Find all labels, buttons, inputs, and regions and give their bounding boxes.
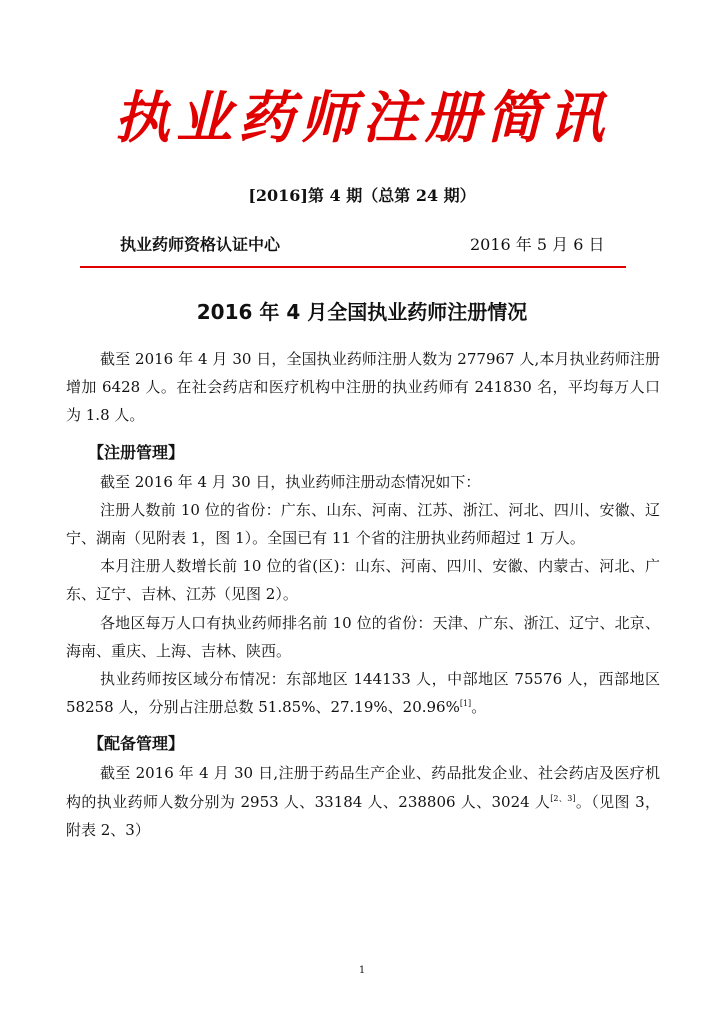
paragraph: 本月注册人数增长前 10 位的省(区)：山东、河南、四川、安徽、内蒙古、河北、广东、辽宁、吉林、江苏（见图 2）。 xyxy=(66,557,660,604)
intro-paragraph: 截至 2016 年 4 月 30 日，全国执业药师注册人数为 277967 人,本月执业药师注册增加 6428 人。在社会药店和医疗机构中注册的执业药师有 241830 名，平均每万人口为 1.8 人。 xyxy=(66,350,660,425)
paragraph-text: 执业药师按区域分布情况：东部地区 144133 人，中部地区 75576 人，西部地区 58258 人，分别占注册总数 51.85%、27.19%、20.96% xyxy=(66,670,660,717)
paragraph: 注册人数前 10 位的省份：广东、山东、河南、江苏、浙江、河北、四川、安徽、辽宁、湖南（见附表 1，图 1）。全国已有 11 个省的注册执业药师超过 1 万人。 xyxy=(66,500,660,548)
issue-date: 2016 年 5 月 6 日 xyxy=(470,235,605,254)
article-body xyxy=(66,345,660,844)
paragraph-text: 截至 2016 年 4 月 30 日,注册于药品生产企业、药品批发企业、社会药店及医疗机构的执业药师人数分别为 2953 人、33184 人、238806 人、3024 人 xyxy=(66,764,660,811)
paragraph-regional-distribution xyxy=(66,665,660,721)
paragraph-end: 。 xyxy=(471,698,487,717)
paragraph-end: 。（见图 3，附表 2、3） xyxy=(66,792,661,839)
header-divider xyxy=(80,266,626,268)
article-title: 2016 年 4 月全国执业药师注册情况 xyxy=(196,300,528,324)
masthead-title: 执业药师注册简讯 xyxy=(114,85,610,151)
issue-number: [2016]第 4 期（总第 24 期） xyxy=(248,186,476,205)
footnote-ref: [1] xyxy=(459,699,472,709)
section-heading-staffing: 【配备管理】 xyxy=(88,734,185,754)
footnote-ref: [2、3] xyxy=(550,793,576,803)
paragraph-staffing xyxy=(66,759,660,844)
paragraph: 各地区每万人口有执业药师排名前 10 位的省份：天津、广东、浙江、辽宁、北京、海南、重庆、上海、吉林、陕西。 xyxy=(66,613,660,660)
section-heading-registration: 【注册管理】 xyxy=(88,442,185,462)
issuing-organization: 执业药师资格认证中心 xyxy=(120,235,281,254)
paragraph: 截至 2016 年 4 月 30 日，执业药师注册动态情况如下： xyxy=(100,472,481,491)
page-number: 1 xyxy=(358,965,366,976)
